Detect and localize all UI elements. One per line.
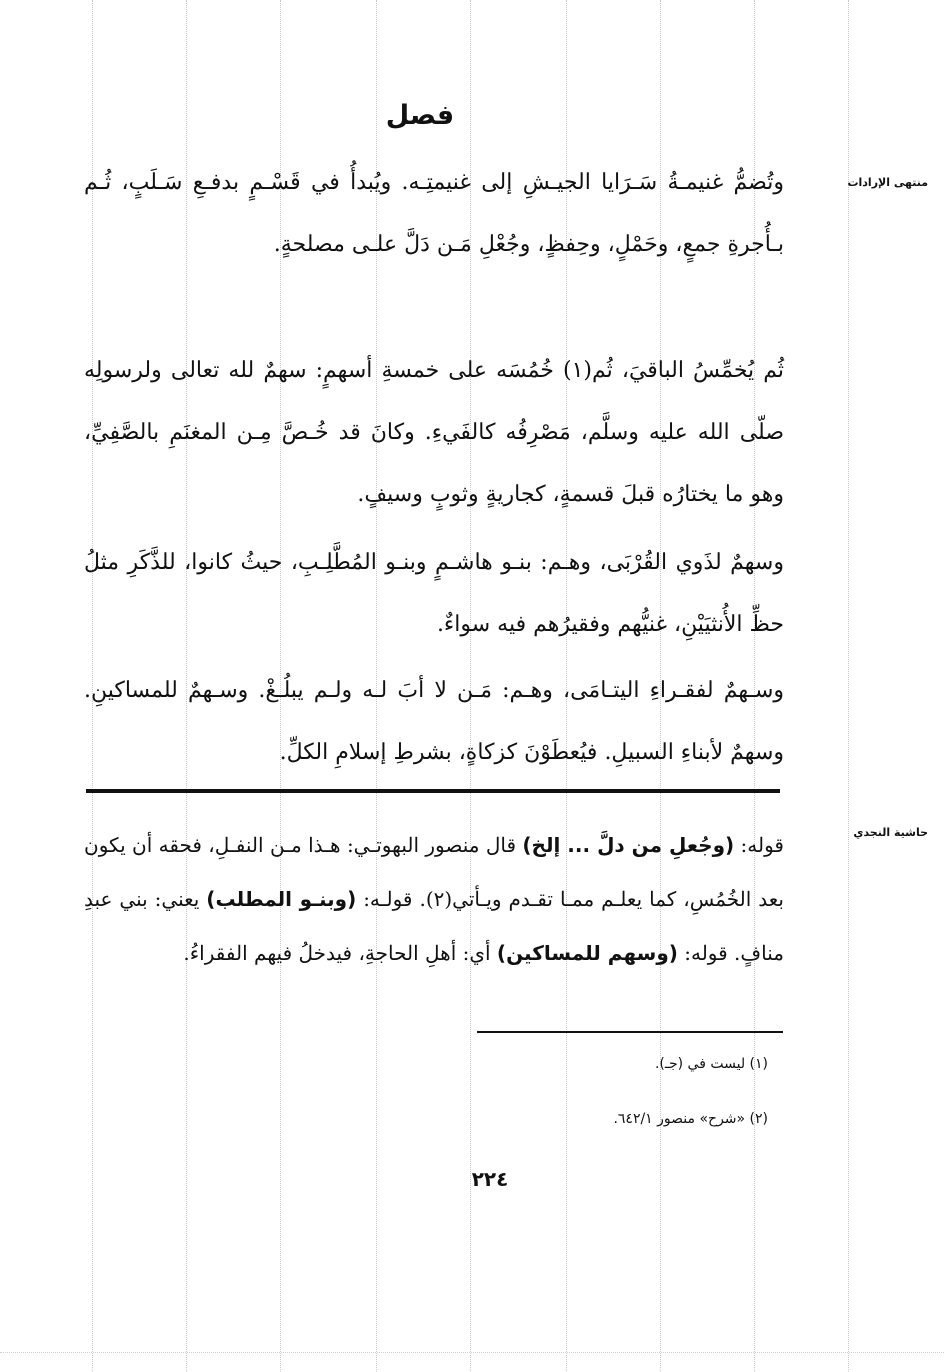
- note-text: قال منصور البهوتـي: هـذا مـن النفـلِ، فحقه أن يكون بعد الخُمُسِ، كما يعلـم ممـا تقـدم ويـأتي(٢). قولـه:: [84, 833, 784, 911]
- side-label-hashiya: حاشية النجدي: [853, 826, 928, 839]
- footnote: (٢) «شرح» منصور ٦٤٢/١.: [613, 1111, 768, 1127]
- paragraph: وسـهمٌ لفقـراءِ اليتـامَى، وهـم: مَـن لا أبَ لـه ولـم يبلُـغْ. وسـهمٌ للمساكينِ. وسهمٌ لأبناءِ السبيلِ. فيُعطَوْنَ كزكاةٍ، بشرطِ إسلامِ الكلِّ.: [84, 678, 784, 765]
- note-text: يعني: بني عبدِ منافٍ. قوله:: [84, 887, 784, 965]
- commentary: [84, 818, 784, 980]
- side-label-matn: منتهى الإرادات: [847, 176, 928, 189]
- note-text: أي: أهلِ الحاجةِ، فيدخلُ فيهم الفقراءُ.: [183, 941, 491, 965]
- note-lemma: (وجُعلِ من دلَّ ... إلخ): [522, 833, 735, 857]
- separator-rule: [86, 789, 780, 793]
- note-lemma: (وبنـو المطلب): [206, 887, 357, 911]
- footnote-rule: [477, 1031, 783, 1033]
- note-lemma: (وسهم للمساكين): [496, 941, 678, 965]
- page-number: ٢٢٤: [471, 1167, 509, 1191]
- guide-line: [0, 1352, 944, 1353]
- section-title: فصل: [385, 100, 455, 131]
- paragraph: وسهمٌ لذَوي القُرْبَى، وهـم: بنـو هاشـمٍ وبنـو المُطَّلِـبِ، حيثُ كانوا، للذَّكَرِ مثلُ حظِّ الأُنثيَيْنِ، غنيُّهم وفقيرُهم فيه سواءٌ.: [84, 550, 784, 637]
- guide-line: [848, 0, 849, 1372]
- paragraph: وتُضمُّ غنيمـةُ سَـرَايا الجيـشِ إلى غنيمتِـه. ويُبدأُ في قَسْـمٍ بدفـعِ سَـلَبٍ، ثُـم بـأُجرةِ جمعٍ، وحَمْلٍ، وحِفظٍ، وجُعْلِ مَـن دَلَّ علـى مصلحةٍ.: [84, 170, 784, 257]
- footnote: (١) ليست في (جـ).: [654, 1056, 768, 1072]
- paragraph: ثُم يُخمِّسُ الباقيَ، ثُم(١) خُمُسَه على خمسةِ أسهمٍ: سهمٌ لله تعالى ولرسولِه صلّى الله عليه وسلَّم، مَصْرِفُه كالفَيءِ. وكانَ قد خُـصَّ مِـن المغنَمِ بالصَّفِيِّ، وهو ما يختارُه قبلَ قسمةٍ، كجاريةٍ وثوبٍ وسيفٍ.: [84, 358, 785, 507]
- note-label: قوله:: [740, 833, 784, 857]
